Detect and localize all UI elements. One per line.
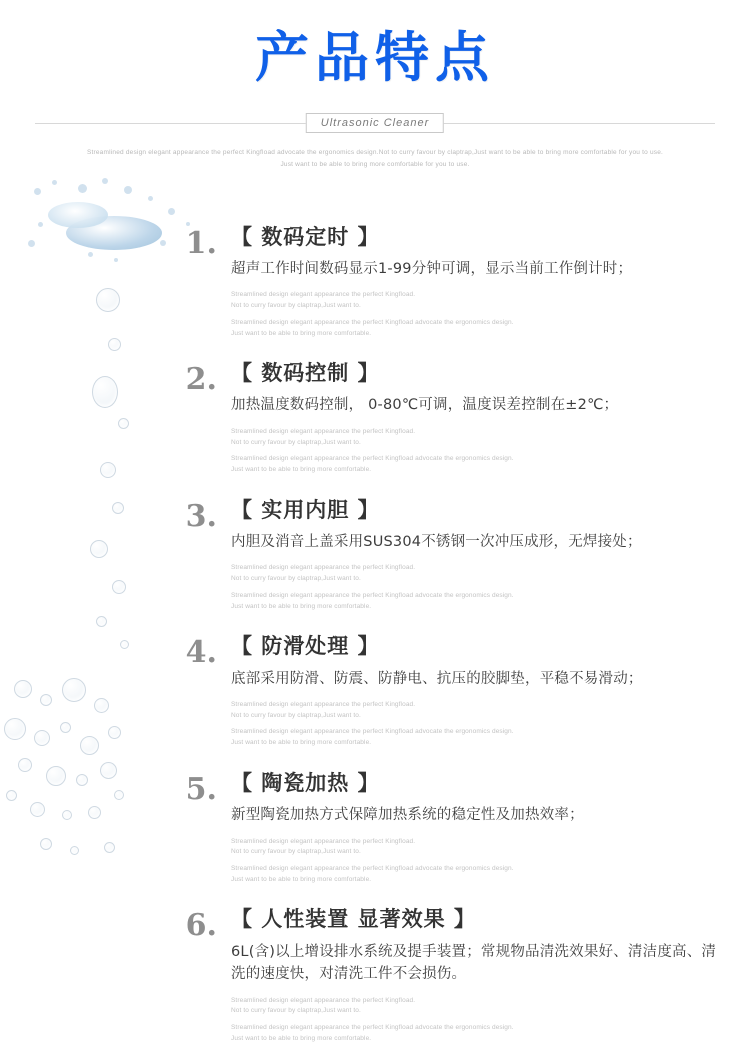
feature-filler-text [231, 700, 730, 721]
droplet-icon [102, 178, 108, 184]
feature-number: 1. [185, 225, 217, 261]
feature-number: 3. [185, 498, 217, 534]
feature-filler-text [231, 727, 730, 748]
feature-description: 底部采用防滑、防震、防静电、抗压的胶脚垫，平稳不易滑动； [231, 670, 643, 687]
filler-line: Not to curry favour by claptrap,Just want to. [231, 1007, 361, 1015]
feature-title: 【 防滑处理 】 [231, 634, 380, 659]
filler-line: Streamlined design elegant appearance the perfect Kingfload advocate the ergonomics design. [231, 591, 514, 599]
feature-number: 6. [185, 908, 217, 944]
filler-line: Just want to be able to bring more comfortable. [231, 466, 372, 474]
droplet-icon [148, 196, 153, 201]
filler-line: Just want to be able to bring more comfortable. [231, 329, 372, 337]
filler-line: Streamlined design elegant appearance the perfect Kingfload. [231, 291, 416, 299]
feature-body [231, 361, 730, 476]
header-description-line-1: Streamlined design elegant appearance the perfect Kingfload advocate the ergonomics design.Not to curry favour by claptrap,Just want to be able to bring more comfortable for you to use. [86, 149, 664, 157]
droplet-icon [168, 208, 175, 215]
droplet-icon [78, 184, 87, 193]
droplet-icon [34, 188, 41, 195]
feature-description: 内胆及消音上盖采用SUS304不锈钢一次冲压成形，无焊接处； [231, 534, 642, 551]
filler-line: Not to curry favour by claptrap,Just want to. [231, 575, 361, 583]
feature-filler-text [231, 1023, 730, 1044]
feature-item [175, 771, 730, 886]
filler-line: Streamlined design elegant appearance the perfect Kingfload advocate the ergonomics design. [231, 1023, 514, 1031]
feature-filler-text [231, 591, 730, 612]
feature-body [231, 771, 730, 886]
feature-title: 【 陶瓷加热 】 [231, 770, 380, 795]
filler-line: Streamlined design elegant appearance the perfect Kingfload. [231, 701, 416, 709]
filler-line: Streamlined design elegant appearance the perfect Kingfload advocate the ergonomics design. [231, 728, 514, 736]
feature-title: 【 数码控制 】 [231, 361, 380, 386]
filler-line: Just want to be able to bring more comfortable. [231, 1034, 372, 1042]
filler-line: Just want to be able to bring more comfortable. [231, 602, 372, 610]
title-divider [35, 113, 715, 133]
feature-body [231, 225, 730, 340]
filler-line: Not to curry favour by claptrap,Just want to. [231, 302, 361, 310]
feature-item [175, 361, 730, 476]
page-header [0, 0, 750, 171]
feature-number: 4. [185, 635, 217, 671]
feature-filler-text [231, 996, 730, 1017]
feature-description: 加热温度数码控制， 0-80℃可调，温度误差控制在±2℃； [231, 397, 619, 414]
feature-title: 【 人性装置 显著效果 】 [231, 907, 476, 932]
droplet-icon [124, 186, 132, 194]
filler-line: Just want to be able to bring more comfortable. [231, 739, 372, 747]
feature-filler-text [231, 837, 730, 858]
feature-filler-text [231, 427, 730, 448]
feature-body [231, 498, 730, 613]
filler-line: Streamlined design elegant appearance the perfect Kingfload advocate the ergonomics design. [231, 455, 514, 463]
filler-line: Streamlined design elegant appearance the perfect Kingfload. [231, 837, 416, 845]
filler-line: Not to curry favour by claptrap,Just want to. [231, 711, 361, 719]
feature-description: 新型陶瓷加热方式保障加热系统的稳定性及加热效率； [231, 807, 584, 824]
subtitle-badge: Ultrasonic Cleaner [306, 113, 444, 133]
filler-line: Just want to be able to bring more comfortable. [231, 875, 372, 883]
header-description [65, 147, 685, 170]
feature-filler-text [231, 563, 730, 584]
feature-item [175, 498, 730, 613]
header-description-line-2: Just want to be able to bring more comfortable for you to use. [280, 161, 470, 169]
filler-line: Streamlined design elegant appearance the perfect Kingfload. [231, 427, 416, 435]
filler-line: Streamlined design elegant appearance the perfect Kingfload. [231, 564, 416, 572]
feature-body [231, 634, 730, 749]
feature-description: 超声工作时间数码显示1-99分钟可调，显示当前工作倒计时； [231, 260, 633, 277]
feature-item [175, 225, 730, 340]
feature-title: 【 数码定时 】 [231, 224, 380, 249]
filler-line: Streamlined design elegant appearance the perfect Kingfload advocate the ergonomics design. [231, 864, 514, 872]
feature-filler-text [231, 864, 730, 885]
feature-list [0, 225, 750, 1044]
feature-filler-text [231, 290, 730, 311]
feature-filler-text [231, 454, 730, 475]
feature-number: 5. [185, 771, 217, 807]
filler-line: Streamlined design elegant appearance the perfect Kingfload. [231, 996, 416, 1004]
page-title: 产品特点 [255, 26, 495, 89]
filler-line: Not to curry favour by claptrap,Just want to. [231, 848, 361, 856]
droplet-icon [52, 180, 57, 185]
feature-item [175, 634, 730, 749]
feature-item [175, 907, 730, 1044]
feature-number: 2. [185, 362, 217, 398]
filler-line: Streamlined design elegant appearance the perfect Kingfload advocate the ergonomics design. [231, 318, 514, 326]
feature-title: 【 实用内胆 】 [231, 497, 380, 522]
feature-body [231, 907, 730, 1044]
feature-filler-text [231, 318, 730, 339]
filler-line: Not to curry favour by claptrap,Just want to. [231, 438, 361, 446]
feature-description: 6L(含)以上增设排水系统及提手装置；常规物品清洗效果好、清洁度高、清洗的速度快，对清洗工件不会损伤。 [231, 943, 717, 983]
